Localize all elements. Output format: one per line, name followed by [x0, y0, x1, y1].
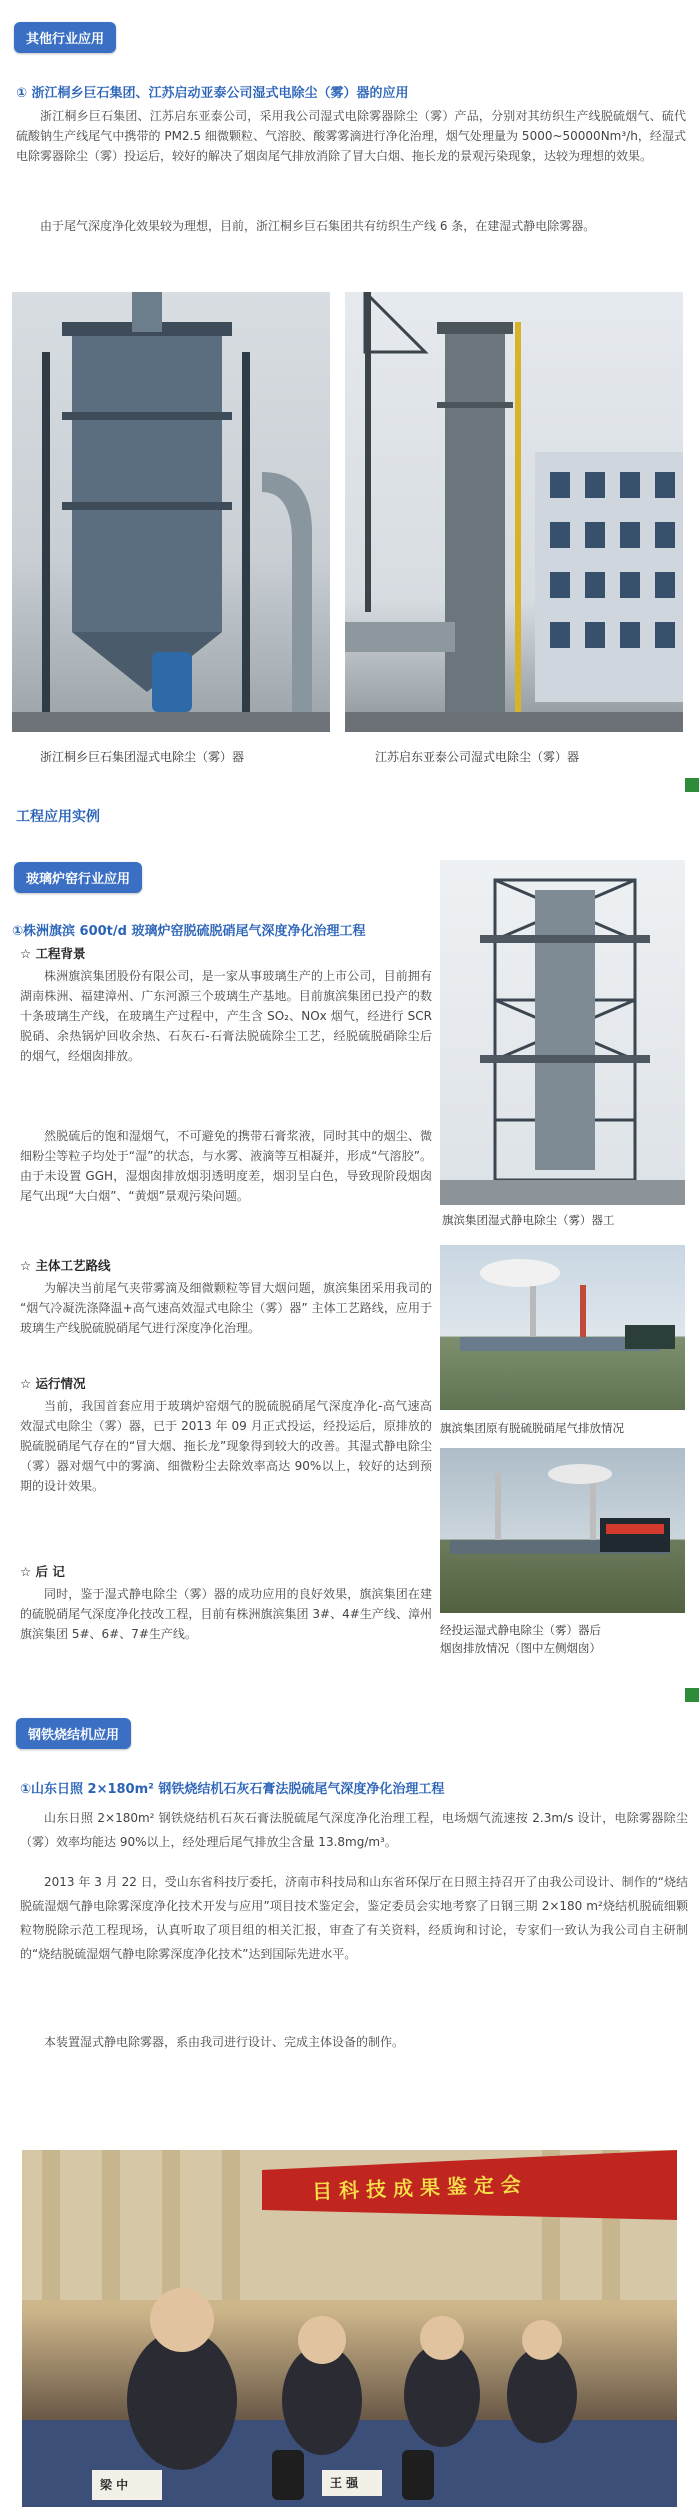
caption-qidong: 江苏启东亚泰公司湿式电除尘（雾）器: [375, 750, 580, 764]
bullet-postscript: ☆ 后 记: [20, 1564, 65, 1579]
steel-frame-tower-illustration: [440, 860, 685, 1205]
green-page-marker-2: [685, 1688, 699, 1702]
caption-after-operation-2: 烟囱排放情况（图中左侧烟囱）: [440, 1641, 601, 1655]
bullet-operation-status: ☆ 运行情况: [20, 1376, 86, 1391]
meeting-scene-illustration: [22, 2150, 677, 2507]
photo-qidong-dust-collector: [345, 292, 683, 732]
paragraph-background: 株洲旗滨集团股份有限公司，是一家从事玻璃生产的上市公司，目前拥有湖南株洲、福建漳州、广东河源三个玻璃生产基地。目前旗滨集团已投产的数十条玻璃生产线，在玻璃生产过程中，产生含 SO₂、NOx 烟气，经进行 SCR 脱硝、余热锅炉回收余热、石灰石-石膏法脱硫除尘工艺，经脱硫脱硝除尘后的烟气，经烟囱排放。: [20, 969, 432, 1063]
paragraph-background-2: 然脱硫后的饱和湿烟气，不可避免的携带石膏浆液，同时其中的烟尘、微细粉尘等粒子均处于“湿”的状态，与水雾、液滴等互相凝并，形成“气溶胶”。由于未设置 GGH，湿烟囱排放烟羽透明度差，烟羽呈白色，导致现阶段烟囱尾气出现“大白烟”、“黄烟”景观污染问题。: [20, 1129, 432, 1203]
caption-qibin-original: 旗滨集团原有脱硫脱硝尾气排放情况: [440, 1421, 624, 1435]
caption-qibin-esp: 旗滨集团湿式静电除尘（雾）器工: [442, 1213, 615, 1227]
caption-after-operation-1: 经投运湿式静电除尘（雾）器后: [440, 1623, 601, 1637]
factory-chimney-illustration: [440, 1245, 685, 1410]
paragraph-other-1: 浙江桐乡巨石集团、江苏启东亚泰公司，采用我公司湿式电除雾器除尘（雾）产品，分别对其纺织生产线脱硫烟气、硫代硫酸钠生产线尾气中携带的 PM2.5 细微颗粒、气溶胶、酸雾雾滴进行净化治理，烟气处理量为 5000~50000Nm³/h，经湿式电除雾器除尘（雾）投运后，较好的解决了烟囱尾气排放消除了冒大白烟、拖长龙的景观污染现象，达较为理想的效果。: [16, 109, 686, 163]
factory-after-illustration: [440, 1448, 685, 1613]
photo-qibin-wet-esp: [440, 860, 685, 1205]
bullet-process-route: ☆ 主体工艺路线: [20, 1258, 111, 1273]
photo-qibin-original-emission: [440, 1245, 685, 1410]
tower-building-illustration: [345, 292, 683, 732]
paragraph-steel-2: 2013 年 3 月 22 日，受山东省科技厅委托，济南市科技局和山东省环保厅在日照主持召开了由我公司设计、制作的“烧结脱硫湿烟气静电除雾深度净化技术开发与应用”项目技术鉴定会，鉴定委员会实地考察了日钢三期 2×180 m²烧结机脱硫细颗粒物脱除示范工程现场，认真听取了项目组的相关汇报，审查了有关资料，经质询和讨论，专家们一致认为我公司自主研制的“烧结脱硫湿烟气静电除雾深度净化技术”达到国际先进水平。: [20, 1875, 688, 1961]
subtitle-zhuzhou-qibin: ①株洲旗滨 600t/d 玻璃炉窑脱硫脱硝尾气深度净化治理工程: [12, 924, 366, 939]
paragraph-process-route: 为解决当前尾气夹带雾滴及细微颗粒等冒大烟问题，旗滨集团采用我司的 “烟气冷凝洗涤降温+高气速高效湿式电除尘（雾）器” 主体工艺路线，应用于玻璃生产线脱硫脱硝尾气进行深度净化治理。: [20, 1281, 432, 1335]
paragraph-postscript: 同时，鉴于湿式静电除尘（雾）器的成功应用的良好效果，旗滨集团在建的硫脱硝尾气深度净化技改工程，目前有株洲旗滨集团 3#、4#生产线、漳州旗滨集团 5#、6#、7#生产线。: [20, 1587, 432, 1641]
photo-appraisal-meeting: [22, 2150, 677, 2507]
green-page-marker: [685, 778, 699, 792]
photo-tongxiang-dust-collector: [12, 292, 330, 732]
section-tag-steel-sintering: 钢铁烧结机应用: [16, 1718, 131, 1749]
bullet-project-background: ☆ 工程背景: [20, 946, 86, 961]
name-card-1: 梁 中: [100, 2478, 129, 2492]
paragraph-steel-3: 本装置湿式静电除雾器，系由我司进行设计、完成主体设备的制作。: [44, 2035, 405, 2049]
section-tag-glass-furnace: 玻璃炉窑行业应用: [14, 862, 142, 893]
caption-tongxiang: 浙江桐乡巨石集团湿式电除尘（雾）器: [40, 750, 245, 764]
subtitle-tongxiang-qidong: ① 浙江桐乡巨石集团、江苏启动亚泰公司湿式电除尘（雾）器的应用: [16, 86, 409, 101]
name-card-2: 王 强: [330, 2476, 359, 2490]
meeting-banner-text: 目 科 技 成 果 鉴 定 会: [311, 2172, 522, 2204]
industrial-structure-illustration: [12, 292, 330, 732]
paragraph-steel-1: 山东日照 2×180m² 钢铁烧结机石灰石膏法脱硫尾气深度净化治理工程，电场烟气流速按 2.3m/s 设计，电除雾器除尘（雾）效率均能达 90%以上，经处理后尾气排放尘含量 13.8mg/m³。: [20, 1811, 688, 1849]
photo-qibin-after-operation: [440, 1448, 685, 1613]
subtitle-shandong-rizhao: ①山东日照 2×180m² 钢铁烧结机石灰石膏法脱硫尾气深度净化治理工程: [20, 1782, 445, 1797]
paragraph-operation: 当前，我国首套应用于玻璃炉窑烟气的脱硫脱硝尾气深度净化-高气速高效湿式电除尘（雾）器，已于 2013 年 09 月正式投运，经投运后，原排放的脱硫脱硝尾气存在的“冒大烟、拖长龙”现象得到较大的改善。其湿式静电除尘（雾）器对烟气中的雾滴、细微粉尘去除效率高达 90%以上，较好的达到预期的设计效果。: [20, 1399, 432, 1493]
paragraph-other-2: 由于尾气深度净化效果较为理想，目前，浙江桐乡巨石集团共有纺织生产线 6 条，在建湿式静电除雾器。: [40, 219, 596, 233]
section-tag-other-industries: 其他行业应用: [14, 22, 116, 53]
section-heading-engineering-cases: 工程应用实例: [16, 809, 100, 825]
